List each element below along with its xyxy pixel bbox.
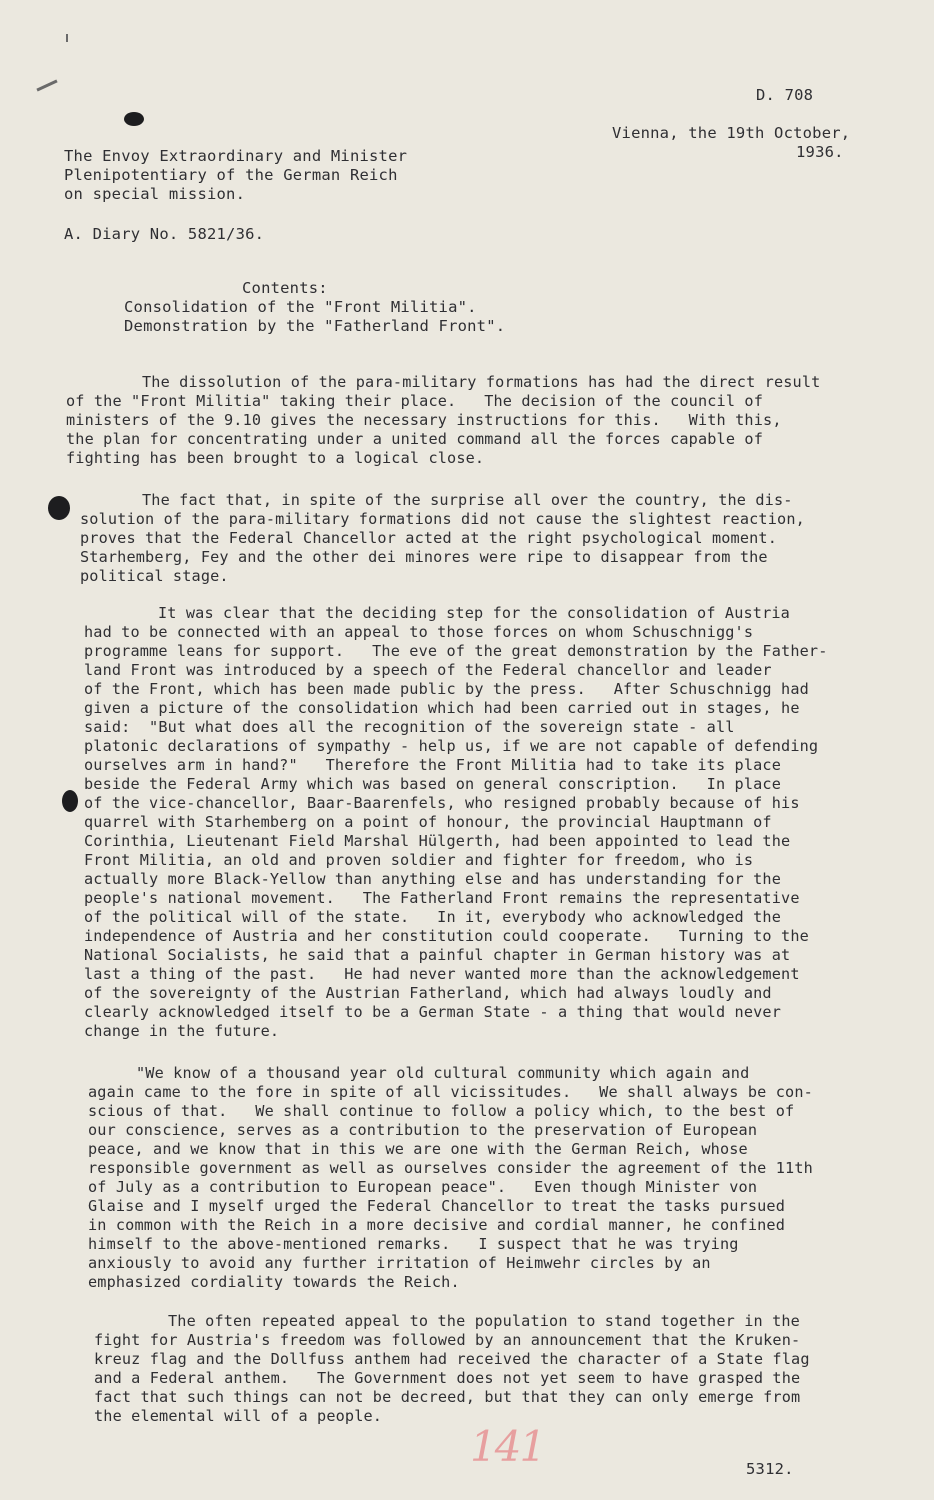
sender-line-1: The Envoy Extraordinary and Minister bbox=[64, 147, 408, 165]
body-paragraph-2: The fact that, in spite of the surprise all over the country, the dis- solution of the para-military formations did not cause the slightest reaction, proves that the Federal Chancellor acted at the right psychological moment. Starhemberg, Fey and the other dei minores were ripe to disappear from the political stage. bbox=[80, 491, 805, 585]
sender-line-2: Plenipotentiary of the German Reich bbox=[64, 166, 398, 184]
punch-hole-middle bbox=[48, 496, 70, 520]
punch-hole-top bbox=[124, 112, 144, 126]
handwritten-page-number: 141 bbox=[470, 1422, 545, 1471]
contents-label: Contents: bbox=[242, 279, 328, 297]
document-number: D. 708 bbox=[756, 86, 814, 104]
diary-number: A. Diary No. 5821/36. bbox=[64, 225, 265, 243]
footer-number: 5312. bbox=[746, 1460, 794, 1478]
body-paragraph-5: The often repeated appeal to the population to stand together in the fight for Austria's freedom was followed by an announcement that the Kruken- kreuz flag and the Dollfuss anthem had received the character of a State flag and a Federal anthem. The Government does not yet seem to have grasped the fact that such things can not be decreed, but that they can only emerge from the elemental will of a people. bbox=[94, 1312, 810, 1425]
place-date-line-2: 1936. bbox=[796, 143, 844, 161]
body-paragraph-1: The dissolution of the para-military formations has had the direct result of the "Front Militia" taking their place. The decision of the council of ministers of the 9.10 gives the necessary instructions for this. With this, the plan for concentrating under a united command all the forces capable of fighting has been brought to a logical close. bbox=[66, 373, 821, 467]
body-paragraph-3: It was clear that the deciding step for the consolidation of Austria had to be connected with an appeal to those forces on whom Schuschnigg's programme leans for support. The eve of the great demonstration by the Father- land Front was introduced by a speech of the Federal chancellor and leader of the Front, which has been made public by the press. After Schuschnigg had given a picture of the consolidation which had been carried out in stages, he said: "But what does all the recognition of the sovereign state - all platonic declarations of sympathy - help us, if we are not capable of defending ourselves arm in hand?" Therefore the Front Militia had to take its place beside the Federal Army which was based on general conscription. In place of the vice-chancellor, Baar-Baarenfels, who resigned probably because of his quarrel with Starhemberg on a point of honour, the provincial Hauptmann of Corinthia, Lieutenant Field Marshal Hülgerth, had been appointed to lead the Front Militia, an old and proven soldier and fighter for freedom, who is actually more Black-Yellow than anything else and has understanding for the people's national movement. The Fatherland Front remains the representative of the political will of the state. In it, everybody who acknowledged the independence of Austria and her constitution could cooperate. Turning to the National Socialists, he said that a painful chapter in German history was at last a thing of the past. He had never wanted more than the acknowledgement of the sovereignty of the Austrian Fatherland, which had always loudly and clearly acknowledged itself to be a German State - a thing that would never change in the future. bbox=[84, 604, 828, 1040]
contents-item-1: Consolidation of the "Front Militia". bbox=[124, 298, 477, 316]
place-date-line-1: Vienna, the 19th October, bbox=[612, 124, 851, 142]
punch-hole-lower bbox=[62, 790, 78, 812]
sender-line-3: on special mission. bbox=[64, 185, 246, 203]
contents-item-2: Demonstration by the "Fatherland Front". bbox=[124, 317, 506, 335]
stray-mark bbox=[66, 34, 68, 42]
body-paragraph-4: "We know of a thousand year old cultural community which again and again came to the fore in spite of all vicissitudes. We shall always be con- scious of that. We shall continue to follow a policy which, to the best of our conscience, serves as a contribution to the preservation of European peace, and we know that in this we are one with the German Reich, whose responsible government as well as ourselves consider the agreement of the 11th of July as a contribution to European peace". Even though Minister von Glaise and I myself urged the Federal Chancellor to treat the tasks pursued in common with the Reich in a more decisive and cordial manner, he confined himself to the above-mentioned remarks. I suspect that he was trying anxiously to avoid any further irritation of Heimwehr circles by an emphasized cordiality towards the Reich. bbox=[88, 1064, 813, 1291]
stray-mark bbox=[36, 79, 57, 91]
